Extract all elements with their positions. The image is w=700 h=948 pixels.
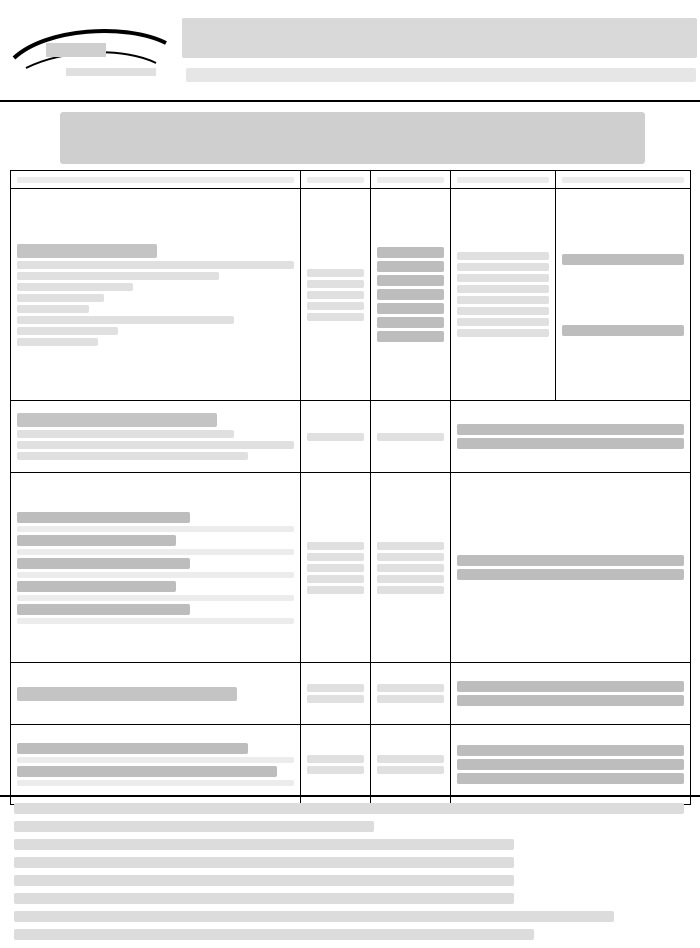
table-row <box>11 473 691 663</box>
sabah-price-b <box>371 401 451 473</box>
sabah-dates <box>451 401 691 473</box>
cambodia-dates <box>451 725 691 805</box>
sabah-description <box>11 401 301 473</box>
footer-line <box>14 821 374 832</box>
logo-swoosh-icon <box>6 18 176 88</box>
company-logo <box>6 18 176 88</box>
saipan-hotels <box>371 189 451 401</box>
cambodia-retail-prices <box>371 725 451 805</box>
nepal-net-prices <box>301 663 371 725</box>
phuket-dates <box>451 473 691 663</box>
company-name-cn <box>182 18 697 58</box>
table-header-row <box>11 171 691 189</box>
page-title <box>60 112 645 164</box>
table-row <box>11 663 691 725</box>
saipan-dates <box>556 189 691 401</box>
table-row <box>11 725 691 805</box>
phuket-retail-prices <box>371 473 451 663</box>
company-name-en <box>186 68 696 82</box>
sabah-price-a <box>301 401 371 473</box>
header-dates <box>556 171 691 189</box>
cambodia-net-prices <box>301 725 371 805</box>
footer-line <box>14 857 514 868</box>
header-route <box>11 171 301 189</box>
phuket-routes <box>11 473 301 663</box>
saipan-description <box>11 189 301 401</box>
saipan-prices <box>301 189 371 401</box>
footer-line <box>14 893 514 904</box>
table-row <box>11 401 691 473</box>
header-room <box>451 171 556 189</box>
nepal-retail-prices <box>371 663 451 725</box>
header-price <box>301 171 371 189</box>
cambodia-routes <box>11 725 301 805</box>
price-table <box>10 170 691 805</box>
footer-line <box>14 911 614 922</box>
header-hotel <box>371 171 451 189</box>
table-row <box>11 189 691 401</box>
nepal-route <box>11 663 301 725</box>
saipan-rooms <box>451 189 556 401</box>
nepal-dates <box>451 663 691 725</box>
footer-line <box>14 839 514 850</box>
footer-line <box>14 875 514 886</box>
footer-line <box>14 929 534 940</box>
footer-line <box>14 803 684 814</box>
letterhead <box>0 0 700 102</box>
contact-footer <box>0 795 700 948</box>
phuket-net-prices <box>301 473 371 663</box>
